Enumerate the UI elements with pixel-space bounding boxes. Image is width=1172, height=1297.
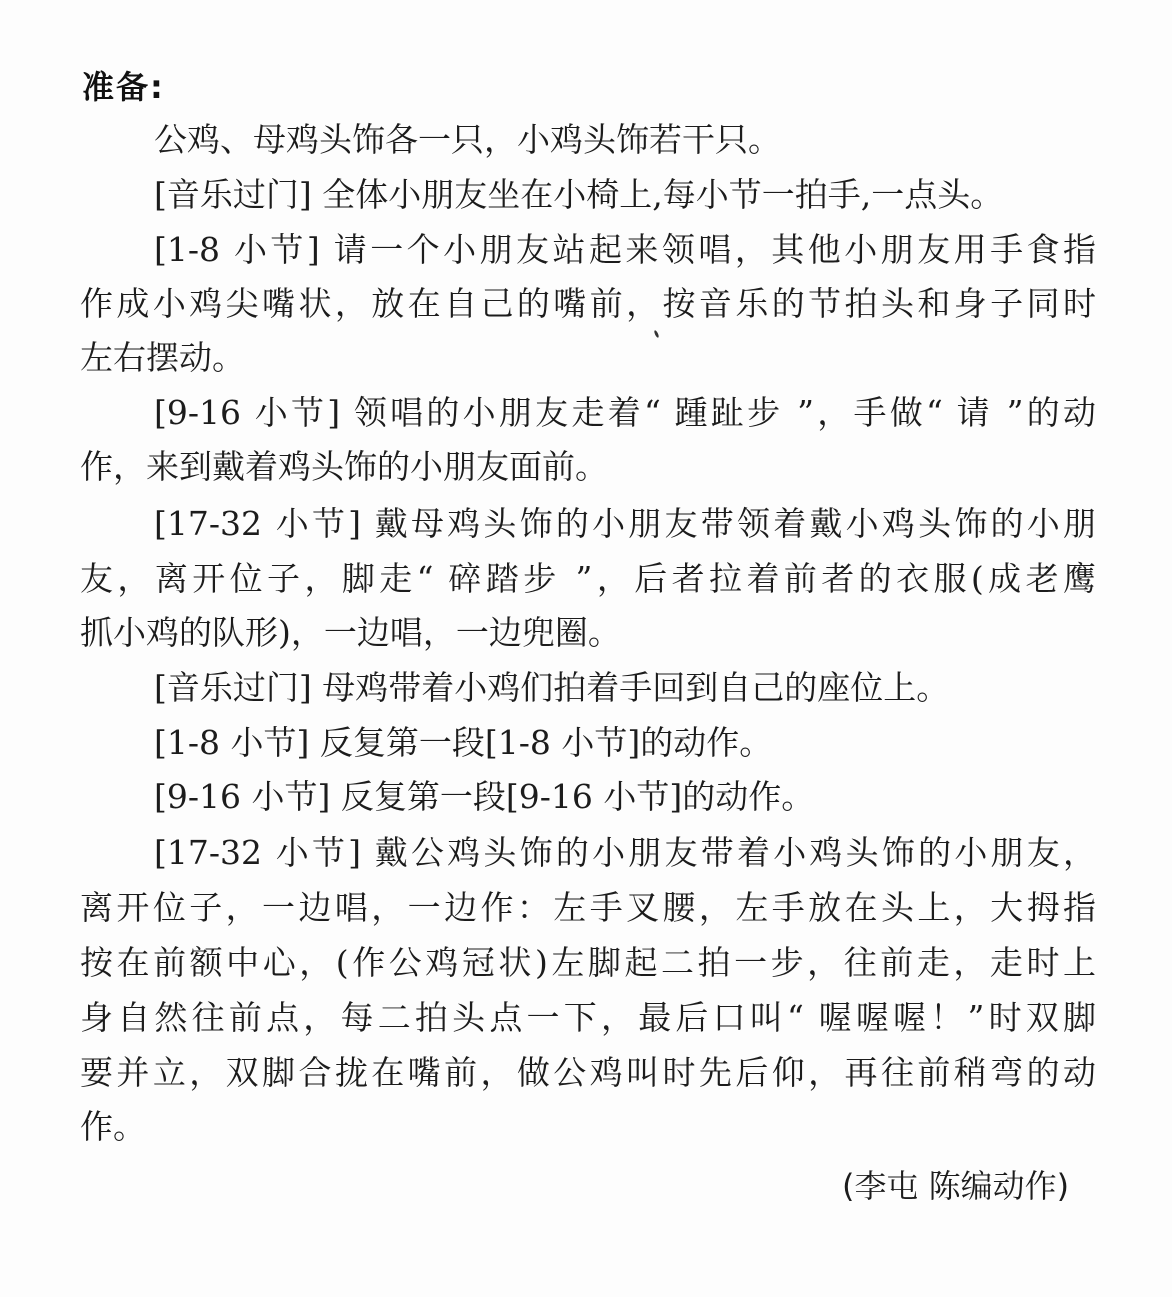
scan-artifact <box>653 330 659 339</box>
paragraph-bars-1-8-line-3: 左右摆动。 <box>80 338 245 377</box>
paragraph-bars-17-32-rooster-line-1: [17-32 小节] 戴公鸡头饰的小朋友带着小鸡头饰的小朋友， <box>154 833 1096 872</box>
paragraph-bars-17-32-rooster-line-4: 身自然往前点，每二拍头点一下，最后口叫“ 喔喔喔！”时双脚 <box>80 998 1096 1037</box>
paragraph-props-line-1: 公鸡、母鸡头饰各一只，小鸡头饰若干只。 <box>154 120 781 159</box>
paragraph-bars-9-16-line-1: [9-16 小节] 领唱的小朋友走着“ 踵趾步 ”，手做“ 请 ”的动 <box>154 393 1096 432</box>
paragraph-bars-17-32-hen-line-3: 抓小鸡的队形)，一边唱，一边兜圈。 <box>80 613 621 652</box>
choreography-attribution: (李屯 陈编动作) <box>842 1167 1070 1205</box>
paragraph-bars-17-32-hen-line-2: 友，离开位子，脚走“ 碎踏步 ”，后者拉着前者的衣服(成老鹰 <box>80 559 1096 598</box>
paragraph-intro-music-line-1: [音乐过门] 全体小朋友坐在小椅上,每小节一拍手,一点头。 <box>154 175 1004 214</box>
paragraph-bars-17-32-rooster-line-6: 作。 <box>80 1107 146 1146</box>
paragraph-bars-17-32-rooster-line-3: 按在前额中心，(作公鸡冠状)左脚起二拍一步，往前走，走时上 <box>80 943 1096 982</box>
paragraph-bars-17-32-rooster-line-5: 要并立，双脚合拢在嘴前，做公鸡叫时先后仰，再往前稍弯的动 <box>80 1053 1096 1092</box>
paragraph-bars-9-16-line-2: 作，来到戴着鸡头饰的小朋友面前。 <box>80 447 608 486</box>
paragraph-bars-1-8-line-1: [1-8 小节] 请一个小朋友站起来领唱，其他小朋友用手食指 <box>154 230 1096 269</box>
paragraph-interlude-line-1: [音乐过门] 母鸡带着小鸡们拍着手回到自己的座位上。 <box>154 668 950 707</box>
paragraph-bars-1-8-line-2: 作成小鸡尖嘴状，放在自己的嘴前，按音乐的节拍头和身子同时 <box>80 284 1096 323</box>
paragraph-repeat-1-8-line-1: [1-8 小节] 反复第一段[1-8 小节]的动作。 <box>154 723 773 762</box>
paragraph-repeat-9-16-line-1: [9-16 小节] 反复第一段[9-16 小节]的动作。 <box>154 777 815 816</box>
paragraph-bars-17-32-rooster-line-2: 离开位子，一边唱，一边作：左手叉腰，左手放在头上，大拇指 <box>80 888 1096 927</box>
section-heading: 准备: <box>82 68 165 106</box>
paragraph-bars-17-32-hen-line-1: [17-32 小节] 戴母鸡头饰的小朋友带领着戴小鸡头饰的小朋 <box>154 504 1096 543</box>
